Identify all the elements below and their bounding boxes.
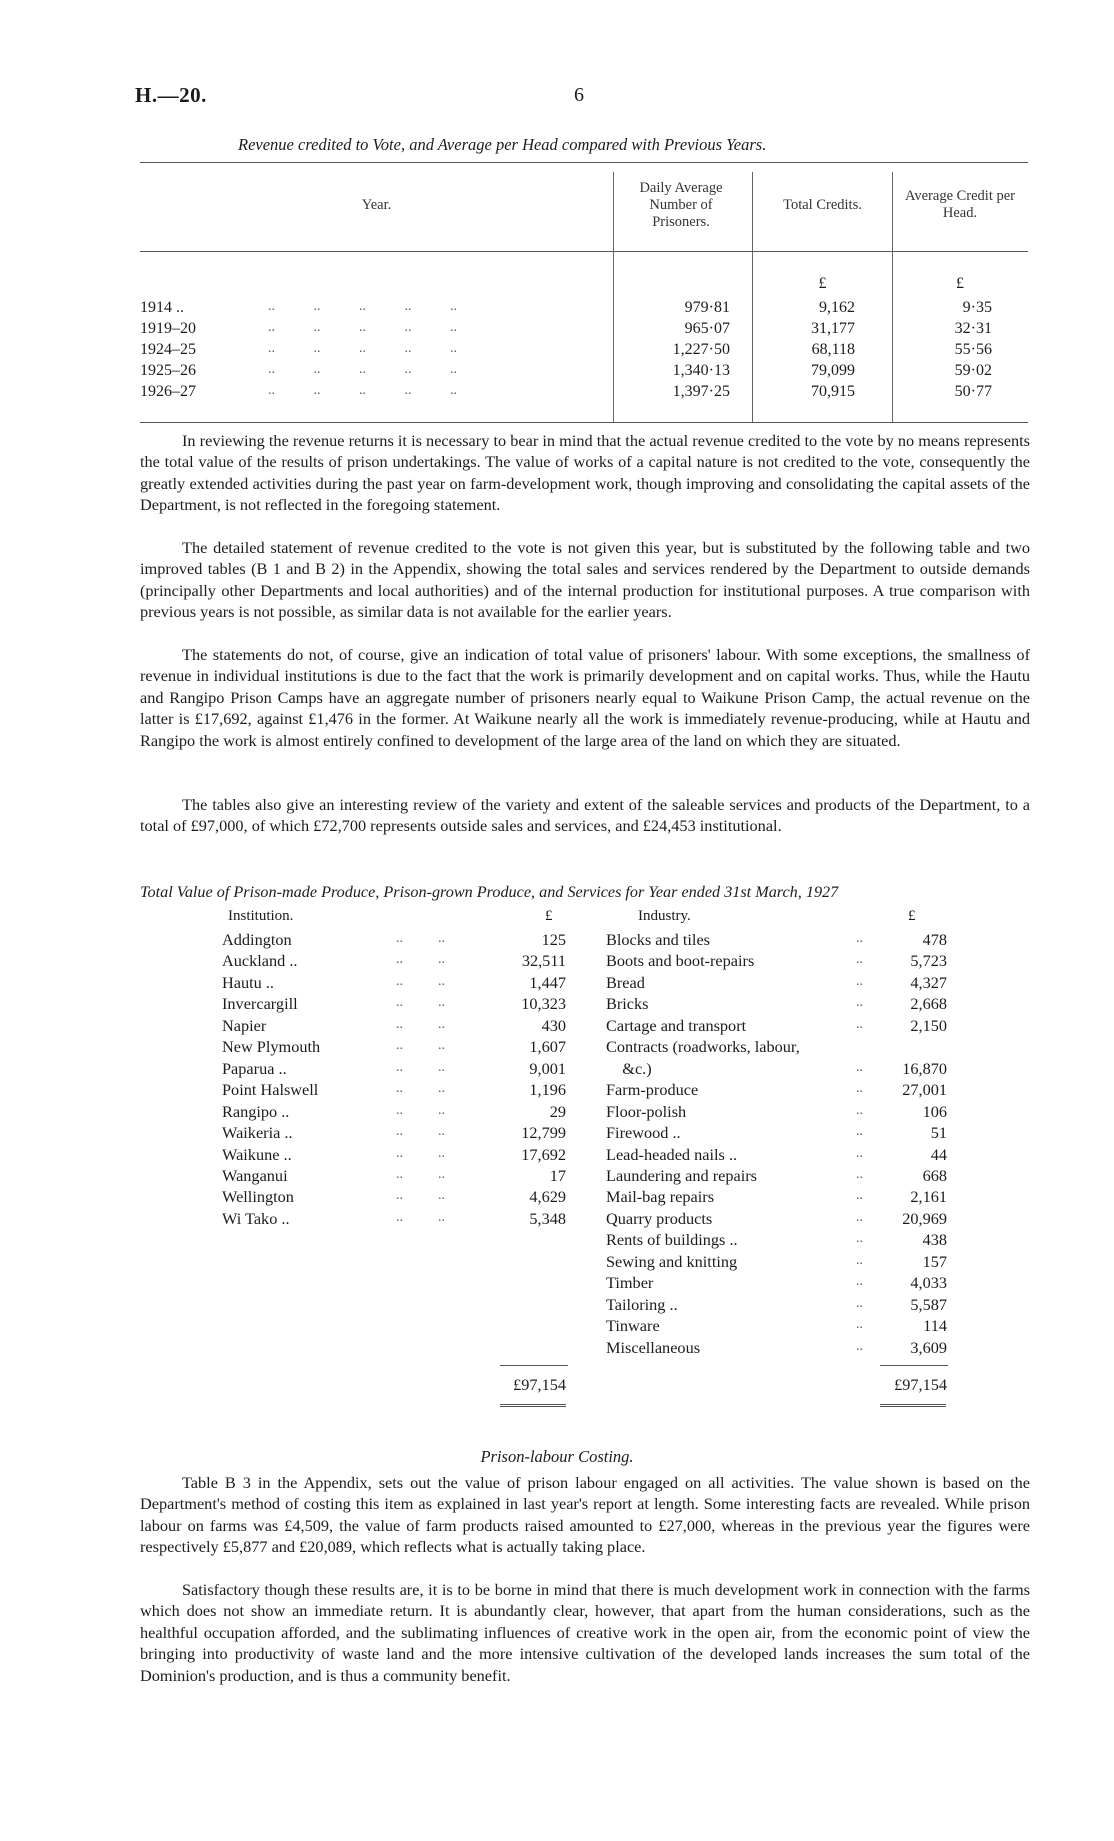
leader-dots: .. (856, 1188, 863, 1204)
institution-name: Point Halswell (222, 1080, 319, 1100)
currency-header: £ (545, 908, 553, 924)
total-credits-cell: 68,118 (811, 341, 855, 358)
industry-value: 114 (923, 1316, 947, 1336)
revenue-table-caption: Revenue credited to Vote, and Average per Head compared with Previous Years. (238, 135, 767, 154)
institution-name: Invercargill (222, 994, 298, 1014)
industry-name: Miscellaneous (606, 1337, 701, 1357)
leader-dots: .. (856, 1274, 863, 1290)
leader-dots: .. .. .. .. .. (268, 362, 457, 377)
institution-value: 4,629 (529, 1187, 566, 1207)
institution-name: Waikeria .. (222, 1123, 293, 1143)
leader-dots: .. (856, 1295, 863, 1311)
leader-dots: .. (856, 995, 863, 1011)
currency-header: £ (908, 908, 916, 924)
industries-total: £97,154 (894, 1375, 947, 1394)
paragraph: The detailed statement of revenue credited to the vote is not given this year, but is substituted by the following table and two improved tables (B 1 and B 2) in the Appendix, showing the total sales and services rendered by the Department to outside demands (principally other Departments and local authorities) and of the internal production for institutional purposes. A true comparison with previous years is not possible, as similar data is not available for the earlier years. (140, 538, 1030, 622)
daily-average-cell: 979·81 (684, 299, 730, 316)
unit-label: £ (956, 275, 964, 292)
institution-value: 9,001 (529, 1058, 566, 1078)
institution-column-header: Institution. (228, 908, 294, 924)
leader-dots: .. (856, 1145, 863, 1161)
average-credit-cell: 55·56 (954, 341, 992, 358)
leader-dots: .. (856, 1059, 863, 1075)
leader-dots: .. (856, 1209, 863, 1225)
institution-value: 125 (541, 930, 566, 949)
unit-label: £ (818, 275, 827, 292)
leader-dots: .. .. (396, 1102, 445, 1118)
industry-name: &c.) (606, 1058, 652, 1078)
column-rule (613, 172, 614, 422)
leader-dots: .. (856, 1252, 863, 1268)
institution-value: 12,799 (521, 1123, 566, 1143)
leader-dots: .. .. (396, 995, 445, 1011)
industry-name: Quarry products (606, 1208, 713, 1228)
industry-name: Mail-bag repairs (606, 1187, 715, 1207)
leader-dots: .. (856, 931, 863, 946)
leader-dots: .. .. (396, 1059, 445, 1075)
section-heading: Prison-labour Costing. (480, 1447, 634, 1466)
industry-name: Floor-polish (606, 1101, 687, 1121)
industry-value: 157 (922, 1251, 947, 1271)
column-header-daily-average: Daily Average Number of Prisoners. (639, 180, 723, 230)
produce-table-caption: Total Value of Prison-made Produce, Prison-grown Produce, and Services for Year ended 31st March, 1927 (140, 883, 839, 901)
average-credit-cell: 59·02 (954, 362, 992, 379)
header-rule (140, 251, 1028, 252)
leader-dots: .. (856, 1016, 863, 1032)
paragraph: The statements do not, of course, give an indication of total value of prisoners' labour. With some exceptions, the smallness of revenue in individual institutions is due to the fact that the work is primarily development and on capital works. Thus, while the Hautu and Rangipo Prison Camps have an aggregate number of prisoners nearly equal to Waikune Prison Camp, the actual revenue on the latter is £17,692, against £1,476 in the former. At Waikune nearly all the work is immediately revenue-producing, while at Hautu and Rangipo the work is almost entirely confined to development of the large area of the land on which they are situated. (140, 645, 1030, 750)
industry-name: Boots and boot-repairs (606, 951, 755, 971)
industry-value: 106 (922, 1101, 947, 1121)
paragraph: In reviewing the revenue returns it is necessary to bear in mind that the actual revenue credited to the vote by no means represents the total value of the results of prison undertakings. The value of works of a capital nature is not credited to the vote, consequently the greatly extended activities during the past year on farm-development work, though improving and consolidating the capital assets of the Department, is not reflected in the foregoing statement. (140, 431, 1030, 515)
industry-name: Blocks and tiles (606, 930, 711, 949)
institution-value: 5,348 (529, 1208, 566, 1228)
year-cell: 1919–20 (140, 320, 196, 337)
institution-name: Wanganui (222, 1165, 288, 1185)
leader-dots: .. .. (396, 931, 445, 946)
table-bottom-rule (140, 422, 1028, 423)
column-rule (752, 172, 753, 422)
leader-dots: .. .. (396, 1209, 445, 1225)
industry-value: 5,723 (910, 951, 947, 971)
institution-value: 32,511 (521, 951, 566, 971)
total-credits-cell: 79,099 (811, 362, 855, 379)
column-header-average-credit: Average Credit per Head. (904, 188, 1016, 221)
leader-dots: .. .. .. .. .. (268, 320, 457, 335)
industry-name: Laundering and repairs (606, 1165, 757, 1185)
double-rule (880, 1404, 946, 1407)
institution-name: Rangipo .. (222, 1101, 290, 1121)
industry-value: 4,327 (910, 972, 947, 992)
daily-average-cell: 1,227·50 (672, 341, 730, 358)
institution-name: Wellington (222, 1187, 294, 1207)
institution-name: Paparua .. (222, 1058, 287, 1078)
industry-column-header: Industry. (638, 908, 691, 924)
leader-dots: .. .. (396, 1145, 445, 1161)
institution-value: 1,196 (529, 1080, 566, 1100)
industry-name: Tinware (606, 1316, 660, 1336)
institution-name: Napier (222, 1015, 267, 1035)
daily-average-cell: 1,397·25 (672, 383, 730, 400)
industry-value: 20,969 (902, 1208, 947, 1228)
institution-name: Wi Tako .. (222, 1208, 290, 1228)
average-credit-cell: 9·35 (962, 299, 992, 316)
institution-name: Addington (222, 930, 292, 949)
industry-value: 2,668 (910, 994, 947, 1014)
industry-value: 3,609 (910, 1337, 947, 1357)
institution-value: 17 (549, 1165, 566, 1185)
institution-name: Hautu .. (222, 972, 274, 992)
leader-dots: .. .. (396, 1081, 445, 1097)
leader-dots: .. .. (396, 973, 445, 989)
industry-value: 51 (930, 1123, 947, 1143)
institution-value: 10,323 (521, 994, 566, 1014)
leader-dots: .. .. (396, 1124, 445, 1140)
total-credits-cell: 31,177 (811, 320, 855, 337)
industry-value: 4,033 (910, 1273, 947, 1293)
paragraph: The tables also give an interesting review of the variety and extent of the saleable services and products of the Department, to a total of £97,000, of which £72,700 represents outside sales and services, and £24,453 institutional. (140, 795, 1030, 836)
table-top-rule (140, 162, 1028, 163)
total-rule (880, 1365, 948, 1366)
institution-name: New Plymouth (222, 1037, 321, 1057)
leader-dots: .. .. .. .. .. (268, 299, 457, 314)
leader-dots: .. (856, 973, 863, 989)
industry-value: 5,587 (910, 1294, 947, 1314)
page-number: 6 (574, 84, 584, 106)
leader-dots: .. (856, 1124, 863, 1140)
leader-dots: .. (856, 952, 863, 968)
daily-average-cell: 1,340·13 (672, 362, 730, 379)
leader-dots: .. (856, 1231, 863, 1247)
industry-name: Lead-headed nails .. (606, 1144, 738, 1164)
leader-dots: .. (856, 1102, 863, 1118)
paragraph: Table B 3 in the Appendix, sets out the value of prison labour engaged on all activities. The value shown is based on the Department's method of costing this item as explained in last year's report at length. Some interesting facts are revealed. While prison labour on farms was £4,509, the value of farm products raised amounted to £27,000, whereas in the previous year the figures were respectively £5,877 and £20,089, which reflects what is actually taking place. (140, 1473, 1030, 1557)
institution-value: 1,447 (529, 972, 566, 992)
leader-dots: .. .. (396, 1188, 445, 1204)
year-cell: 1926–27 (140, 383, 196, 400)
leader-dots: .. (856, 1081, 863, 1097)
institution-value: 29 (549, 1101, 566, 1121)
industry-value: 27,001 (902, 1080, 947, 1100)
industry-name: Farm-produce (606, 1080, 699, 1100)
year-cell: 1924–25 (140, 341, 196, 358)
leader-dots: .. .. (396, 1016, 445, 1032)
industry-value: 438 (922, 1230, 947, 1250)
total-rule (500, 1365, 568, 1366)
total-credits-cell: 9,162 (819, 299, 855, 316)
leader-dots: .. (856, 1317, 863, 1333)
institutions-total: £97,154 (513, 1375, 566, 1394)
institution-value: 17,692 (521, 1144, 566, 1164)
column-header-total-credits: Total Credits. (783, 197, 862, 213)
leader-dots: .. .. (396, 952, 445, 968)
institution-value: 430 (541, 1015, 566, 1035)
industry-name: Bricks (606, 994, 649, 1014)
year-cell: 1914 .. (140, 299, 184, 316)
institution-value: 1,607 (529, 1037, 566, 1057)
column-rule (892, 172, 893, 422)
institution-name: Auckland .. (222, 951, 298, 971)
industry-name: Tailoring .. (606, 1294, 678, 1314)
industry-value: 2,161 (910, 1187, 947, 1207)
industry-name: Bread (606, 972, 645, 992)
industry-name: Contracts (roadworks, labour, (606, 1037, 800, 1057)
column-header-year: Year. (361, 197, 392, 213)
industry-value: 668 (922, 1165, 947, 1185)
paragraph: Satisfactory though these results are, it is to be borne in mind that there is much development work in connection with the farms which does not show an immediate return. It is abundantly clear, however, that apart from the human considerations, such as the healthful occupation afforded, and the sublimating influences of creative work in the open air, from the economic point of view the bringing into productivity of waste land and the more intensive cultivation of the developed lands increases the sum total of the Dominion's production, and is thus a community benefit. (140, 1580, 1030, 1685)
industry-name: Timber (606, 1273, 654, 1293)
leader-dots: .. (856, 1338, 863, 1354)
industry-name: Firewood .. (606, 1123, 681, 1143)
industry-value: 2,150 (910, 1015, 947, 1035)
leader-dots: .. .. .. .. .. (268, 383, 457, 398)
industry-value: 44 (930, 1144, 947, 1164)
industry-value: 478 (922, 930, 947, 949)
industry-name: Rents of buildings .. (606, 1230, 738, 1250)
daily-average-cell: 965·07 (684, 320, 730, 337)
industry-value: 16,870 (902, 1058, 947, 1078)
leader-dots: .. .. (396, 1038, 445, 1054)
average-credit-cell: 32·31 (954, 320, 992, 337)
industry-name: Sewing and knitting (606, 1251, 738, 1271)
institution-name: Waikune .. (222, 1144, 292, 1164)
leader-dots: .. .. (396, 1166, 445, 1182)
leader-dots: .. .. .. .. .. (268, 341, 457, 356)
total-credits-cell: 70,915 (811, 383, 855, 400)
industry-name: Cartage and transport (606, 1015, 747, 1035)
page-reference: H.—20. (135, 83, 207, 107)
average-credit-cell: 50·77 (954, 383, 992, 400)
double-rule (500, 1404, 566, 1407)
leader-dots: .. (856, 1166, 863, 1182)
year-cell: 1925–26 (140, 362, 196, 379)
